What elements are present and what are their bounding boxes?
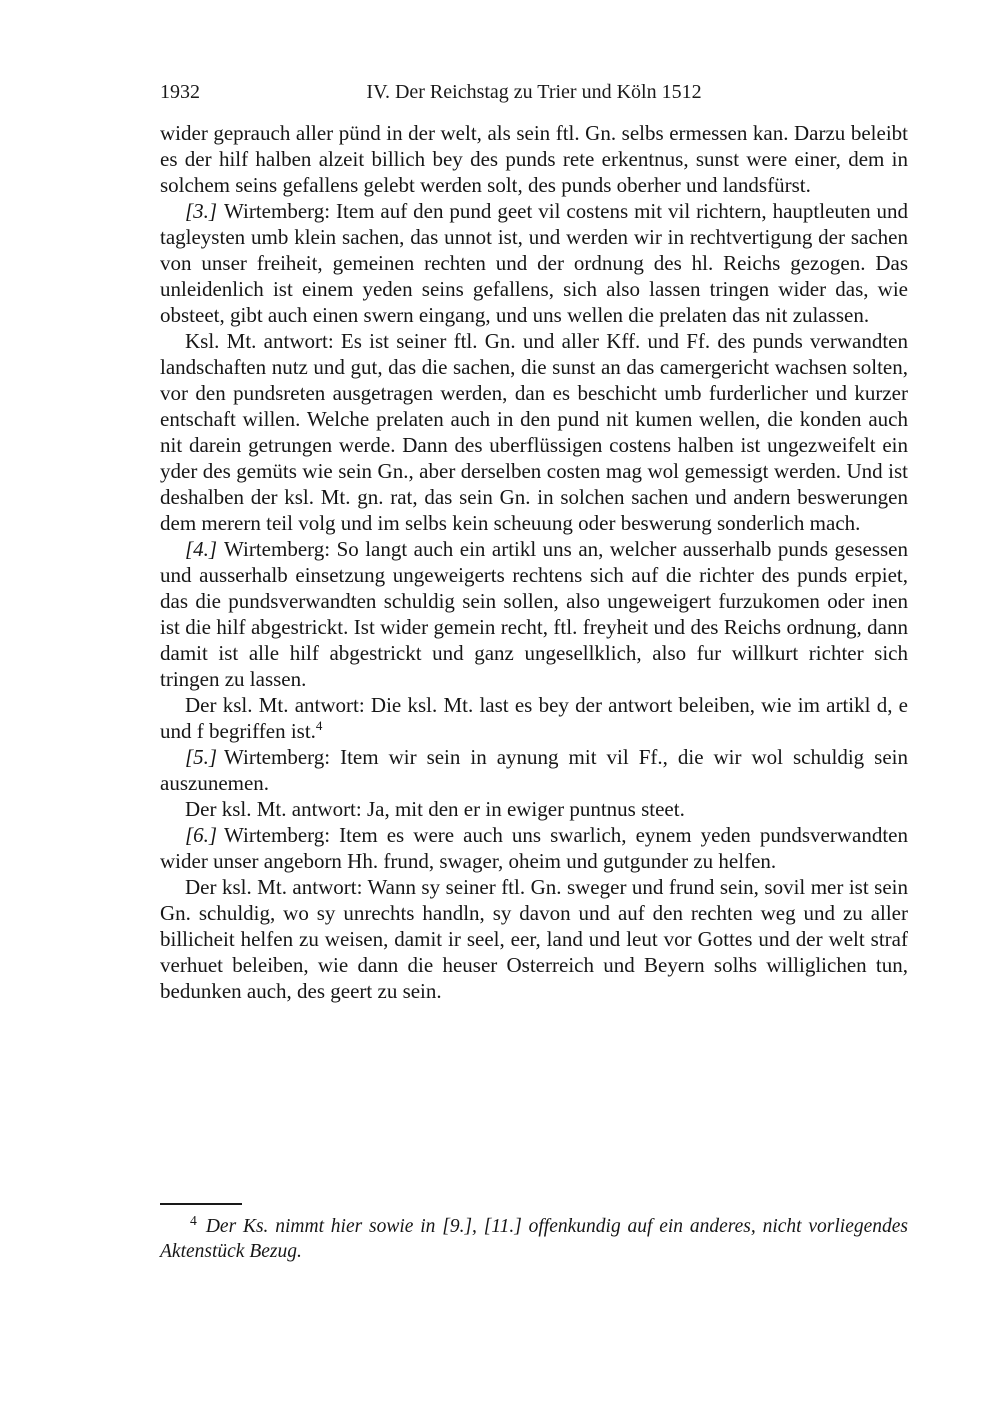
paragraph-lead: [3.] [185, 199, 218, 223]
footnote-text: Der Ks. nimmt hier sowie in [9.], [11.] offenkundig auf ein anderes, nicht vorliegendes Aktenstück Bezug. [160, 1216, 908, 1262]
paragraph-lead: [5.] [185, 745, 218, 769]
paragraph [160, 874, 908, 1004]
paragraph-text: Der ksl. Mt. antwort: Die ksl. Mt. last es bey der antwort beleiben, wie im artikl d, e und f begriffen ist. [160, 693, 908, 743]
page-number: 1932 [160, 81, 200, 103]
paragraph [160, 328, 908, 536]
paragraph-lead: [6.] [185, 823, 218, 847]
paragraph [160, 822, 908, 874]
paragraph [160, 796, 908, 822]
running-title: IV. Der Reichstag zu Trier und Köln 1512 [366, 81, 702, 103]
paragraph-text: Der ksl. Mt. antwort: Wann sy seiner ftl. Gn. sweger und frund sein, sovil mer ist sein Gn. schuldig, wo sy unrechts handln, sy davon und auf den rechten weg und zu aller billicheit helfen zu weisen, damit ir seel, eer, land und leut vor Gottes und der welt straf verhuet beleiben, wie dann die heuser Osterreich und Beyern solhs williglichen tun, bedunken auch, des geert zu sein. [160, 875, 908, 1003]
paragraph-text: Wirtemberg: So langt auch ein artikl uns an, welcher ausserhalb punds gesessen und ausserhalb einsetzung ungeweigerts rechtens sich auf die richter des punds erpiet, das die pundsverwandten schuldig sein sollen, also ungeweigert furzukomen oder inen ist die hilf abgestrickt. Ist wider gemein recht, ftl. freyheit und des Reichs ordnung, dann damit ist alle hilf abgestrickt und ganz ungesellklich, also fur willkurt richter sich tringen zu lassen. [160, 537, 908, 691]
paragraph [160, 120, 908, 198]
paragraph [160, 744, 908, 796]
body-text [160, 120, 908, 1004]
footnote [160, 1214, 908, 1264]
paragraph [160, 692, 908, 744]
paragraph-text: Der ksl. Mt. antwort: Ja, mit den er in ewiger puntnus steet. [185, 797, 685, 821]
footnote-marker: 4 [190, 1212, 197, 1228]
paragraph-lead: [4.] [185, 537, 218, 561]
paragraph-text: Wirtemberg: Item es were auch uns swarlich, eynem yeden pundsverwandten wider unser angeborn Hh. frund, swager, oheim und gutgunder zu helfen. [160, 823, 908, 873]
running-header [160, 80, 908, 104]
paragraph-text: Ksl. Mt. antwort: Es ist seiner ftl. Gn. und aller Kff. und Ff. des punds verwandten landschaften nutz und gut, das die sachen, die sunst an das camergericht wachsen solten, vor den pundsreten ausgetragen werden, dan es beschicht umb furderlicher und kurzer entschaft willen. Welche prelaten auch in den pund nit kumen wellen, die konden auch nit darein getrungen werde. Dann des uberflüssigen costens halben ist ungezweifelt ein yder des gemüts wie sein Gn., aber derselben costen mag wol gemessigt werden. Und ist deshalben der ksl. Mt. gn. rat, das sein Gn. in solchen sachen und andern beswerungen dem merern teil volg und im selbs kein scheuung oder beswerung sonderlich mach. [160, 329, 908, 535]
paragraph [160, 198, 908, 328]
paragraph [160, 536, 908, 692]
footnote-block [160, 1203, 908, 1264]
footnote-reference: 4 [315, 718, 323, 733]
footnote-separator-rule [160, 1203, 242, 1205]
paragraph-text: Wirtemberg: Item auf den pund geet vil costens mit vil richtern, hauptleuten und tagleysten umb klein sachen, das unnot ist, und werden wir in rechtvertigung der sachen von unser freiheit, gemeinen rechten und der ordnung des hl. Reichs gezogen. Das unleidenlich ist einem yeden seins gefallens, sich also lassen tringen wider das, wie obsteet, gibt auch einen swern eingang, und uns wellen die prelaten das nit zulassen. [160, 199, 908, 327]
paragraph-text: wider geprauch aller pünd in der welt, als sein ftl. Gn. selbs ermessen kan. Darzu beleibt es der hilf halben alzeit billich bey des punds rete erkentnus, sunst were einer, dem in solchem seins gefallens gelebt werden solt, des punds oberher und landsfürst. [160, 121, 908, 197]
paragraph-text: Wirtemberg: Item wir sein in aynung mit vil Ff., die wir wol schuldig sein auszunemen. [160, 745, 908, 795]
